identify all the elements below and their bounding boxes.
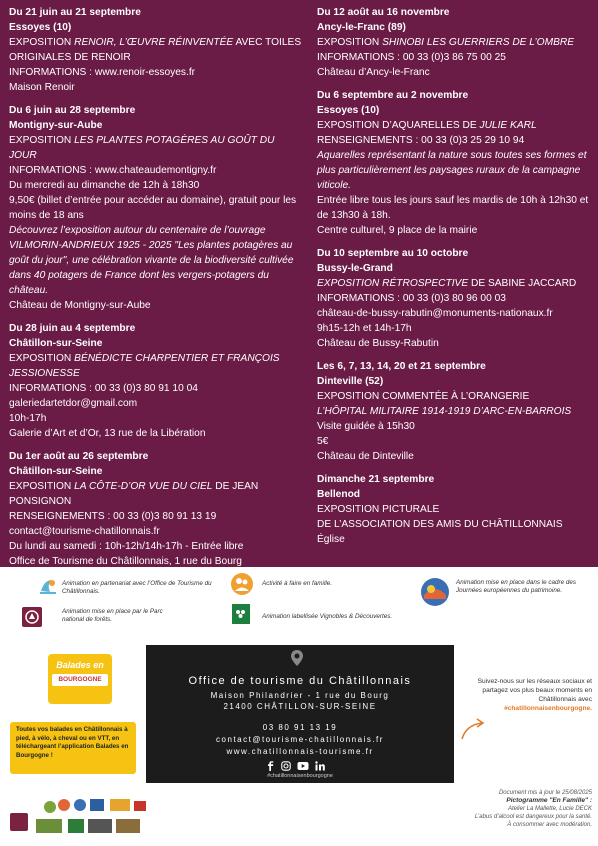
event-detail-text: INFORMATIONS : 00 33 (0)3 80 91 10 04 [9,383,198,394]
event-detail-text: SHINOBI LES GUERRIERS DE L’OMBRE [382,37,575,48]
credits-updated: Document mis à jour le 25/08/2025 [498,790,592,796]
legend-park-text: Animation mise en place par le Parc national de forêts. [62,608,163,623]
event-detail-line [317,306,593,321]
event-detail-text: INFORMATIONS : 00 33 (0)3 80 96 00 03 [317,293,506,304]
event-detail-text: EXPOSITION [9,353,75,364]
event-detail-text: 9h15-12h et 14h-17h [317,323,412,334]
event-detail-line [9,426,305,441]
credits [440,789,592,829]
event-detail-line [317,434,593,449]
vineyard-icon [232,604,250,624]
office-hashtag: #chatillonnaisenbourgogne [267,773,333,779]
event-detail-line [317,50,593,65]
event-item [317,246,593,351]
event-detail-text: Du mercredi au dimanche de 12h à 18h30 [9,180,200,191]
partner-logo-2 [58,799,70,811]
partner-logo-3 [74,799,86,811]
social-callout [460,677,592,713]
event-detail-text: DE L’ASSOCIATION DES AMIS DU CHÂTILLONNAIS [317,519,563,530]
event-detail-text: Entrée libre tous les jours sauf les mardis de 10h à 12h30 et de 13h30 à 18h. [317,195,589,221]
event-place: Essoyes (10) [9,22,72,33]
event-place: Bussy-le-Grand [317,263,393,274]
app-promo-text: Toutes vos balades en Châtillonnais à pied, à vélo, à cheval ou en VTT, en téléchargeant l’application Balades en Bourgogne ! [16,726,129,759]
office-address-line2: 21400 CHÂTILLON-SUR-SEINE [223,702,377,711]
event-detail-line [9,351,305,381]
event-detail-line [9,35,305,65]
event-detail-text: DE SABINE JACCARD [468,278,577,289]
facebook-icon[interactable] [266,761,275,771]
event-detail-line [317,35,593,50]
event-item [317,472,593,547]
app-logo-line2: BOURGOGNE [52,674,108,686]
family-icon [230,572,254,596]
event-date: Du 12 août au 16 novembre [317,7,450,18]
event-detail-text: EXPOSITION COMMENTÉE À L’ORANGERIE [317,391,530,402]
event-detail-text: JULIE KARL [479,120,537,131]
event-detail-text: RENSEIGNEMENTS : 00 33 (0)3 80 91 13 19 [9,511,217,522]
event-detail-text: AVEC TOILES ORIGINALES DE RENOIR [9,37,302,63]
event-detail-line [317,404,593,419]
event-detail-line [317,419,593,434]
app-logo-line1: Balades en [56,660,104,670]
events-column-left [9,5,305,577]
credits-alcohol-2: À consommer avec modération. [507,822,592,828]
event-detail-line [317,502,593,517]
event-item [9,5,305,95]
event-detail-line [317,336,593,351]
event-detail-line [9,65,305,80]
event-detail-text: galeriedartetdor@gmail.com [9,398,138,409]
event-detail-text: INFORMATIONS : 00 33 (0)3 86 75 00 25 [317,52,506,63]
youtube-icon[interactable] [297,761,309,771]
event-item [317,359,593,464]
event-detail-line [317,65,593,80]
event-detail-text: DE JEAN PONSIGNON [9,481,259,507]
partner-logo-1 [44,801,56,813]
event-detail-line [317,449,593,464]
event-item [9,321,305,441]
event-detail-text: Maison Renoir [9,82,75,93]
event-detail-text: Aquarelles représentant la nature sous toutes ses formes et plus particulièrement les paysages ruraux de la campagne viticole. [317,150,587,191]
event-detail-line [317,223,593,238]
heritage-icon [420,577,450,607]
event-date: Du 6 juin au 28 septembre [9,105,136,116]
event-detail-text: 10h-17h [9,413,47,424]
event-detail-line [9,193,305,223]
event-detail-text: RENSEIGNEMENTS : 00 33 (0)3 25 29 10 94 [317,135,525,146]
event-detail-text: 9,50€ (billet d’entrée pour accéder au domaine), gratuit pour les moins de 18 ans [9,195,297,221]
event-detail-line [9,539,305,554]
event-detail-text: RENOIR, L’ŒUVRE RÉINVENTÉE [74,37,234,48]
event-detail-text: EXPOSITION PICTURALE [317,504,440,515]
event-detail-text: LA CÔTE-D’OR VUE DU CIEL [74,481,213,492]
event-detail-line [9,381,305,396]
partner-logo-8 [68,819,84,833]
event-detail-line [9,298,305,313]
event-date: Du 21 juin au 21 septembre [9,7,141,18]
event-detail-text: 5€ [317,436,329,447]
event-detail-line [9,133,305,163]
event-detail-line [317,389,593,404]
partner-logo-4 [90,799,104,811]
event-detail-text: Découvrez l’exposition autour du centenaire de l’ouvrage VILMORIN-ANDRIEUX 1925 - 2025 "Les plantes potagères au goût du jour", une célébration vivante de la biodiversité cultivée dans 40 potagers de France dont les vergers-potagers du château. [9,225,294,296]
event-detail-line [9,163,305,178]
office-email[interactable]: contact@tourisme-chatillonnais.fr [216,735,384,744]
partner-icon [38,577,58,595]
legend-family-text: Activité à faire en famille. [262,580,332,587]
event-detail-line [9,178,305,193]
event-detail-text: BÉNÉDICTE CHARPENTIER ET FRANÇOIS JESSIONESSE [9,353,280,379]
event-detail-line [317,148,593,193]
social-hashtag: #chatillonnaisenbourgogne. [504,705,592,712]
balades-app-logo[interactable] [48,654,112,704]
legend-partner-text: Animation en partenariat avec l’Office de Tourisme du Châtillonnais. [62,580,212,595]
partner-logos [8,789,158,841]
app-promo [10,722,136,774]
linkedin-icon[interactable] [315,761,325,771]
partner-logo-10 [116,819,140,833]
partner-logo-5 [110,799,130,811]
event-detail-line [9,223,305,298]
event-detail-text: contact@tourisme-chatillonnais.fr [9,526,160,537]
event-date: Dimanche 21 septembre [317,474,435,485]
event-place: Châtillon-sur-Seine [9,466,103,477]
event-item [9,103,305,313]
event-detail-text: LES PLANTES POTAGÈRES AU GOÛT DU JOUR [9,135,275,161]
event-detail-line [317,517,593,532]
park-icon [22,607,42,627]
event-detail-text: EXPOSITION D’AQUARELLES DE [317,120,480,131]
office-website[interactable]: www.chatillonnais-tourisme.fr [226,747,374,756]
event-detail-text: Office de Tourisme du Châtillonnais, 1 rue du Bourg [9,556,242,567]
social-text: Suivez-nous sur les réseaux sociaux et partagez vos plus beaux moments en Châtillonnais avec [477,678,592,703]
event-detail-text: L’HÔPITAL MILITAIRE 1914-1919 D’ARC-EN-BARROIS [317,406,572,417]
event-detail-line [317,193,593,223]
event-detail-line [9,524,305,539]
partner-logo-9 [88,819,112,833]
event-detail-text: INFORMATIONS : www.renoir-essoyes.fr [9,67,196,78]
tourist-office-card [146,645,454,783]
event-detail-text: château-de-bussy-rabutin@monuments-nationaux.fr [317,308,553,319]
event-detail-text: Château de Dinteville [317,451,414,462]
partner-logo-7 [36,819,62,833]
credits-picto-author: Atelier La Mallette, Lucie DECK [507,806,592,812]
event-detail-text: EXPOSITION [9,481,75,492]
event-detail-line [317,321,593,336]
event-place: Essoyes (10) [317,105,380,116]
legend-heritage-text: Animation mise en place dans le cadre des Journées européennes du patrimoine. [456,579,577,594]
event-detail-text: Église [317,534,345,545]
event-detail-text: EXPOSITION [317,37,383,48]
event-detail-text: EXPOSITION [9,37,75,48]
credits-picto-title: Pictogramme "En Famille" : [506,797,592,804]
event-detail-line [9,80,305,95]
event-place: Dinteville (52) [317,376,384,387]
event-date: Les 6, 7, 13, 14, 20 et 21 septembre [317,361,486,372]
office-phone[interactable]: 03 80 91 13 19 [262,723,338,732]
legend [0,567,598,637]
event-detail-text: Centre culturel, 9 place de la mairie [317,225,478,236]
event-detail-line [9,509,305,524]
event-detail-text: Château de Bussy-Rabutin [317,338,439,349]
social-icons [264,761,336,771]
credits-alcohol-1: L’abus d’alcool est dangereux pour la santé. [474,814,592,820]
legend-vineyard-text: Animation labellisée Vignobles & Découvertes. [262,613,393,620]
office-name: Office de tourisme du Châtillonnais [188,675,412,687]
event-detail-text: EXPOSITION RÉTROSPECTIVE [317,278,469,289]
event-detail-text: Château de Montigny-sur-Aube [9,300,151,311]
event-detail-line [317,532,593,547]
event-detail-line [317,276,593,291]
event-date: Du 10 septembre au 10 octobre [317,248,469,259]
event-place: Châtillon-sur-Seine [9,338,103,349]
event-place: Ancy-le-Franc (89) [317,22,406,33]
event-item [317,5,593,80]
event-detail-line [317,291,593,306]
event-date: Du 28 juin au 4 septembre [9,323,136,334]
event-detail-text: INFORMATIONS : www.chateaudemontigny.fr [9,165,217,176]
partner-logo-6 [134,801,146,811]
arrow-icon [458,717,488,743]
event-item [9,449,305,569]
event-detail-line [9,411,305,426]
event-date: Du 6 septembre au 2 novembre [317,90,469,101]
event-detail-line [317,118,593,133]
event-detail-text: Château d’Ancy-le-Franc [317,67,430,78]
event-detail-text: Galerie d’Art et d’Or, 13 rue de la Libération [9,428,206,439]
bottom-section [0,637,598,846]
event-detail-text: Du lundi au samedi : 10h-12h/14h-17h - Entrée libre [9,541,244,552]
office-address-line1: Maison Philandrier - 1 rue du Bourg [210,691,390,700]
event-item [317,88,593,238]
event-detail-line [9,396,305,411]
event-date: Du 1er août au 26 septembre [9,451,149,462]
event-place: Montigny-sur-Aube [9,120,103,131]
event-detail-text: EXPOSITION [9,135,75,146]
event-detail-line [317,133,593,148]
event-detail-text: Visite guidée à 15h30 [317,421,415,432]
map-pin-icon [290,649,304,667]
event-detail-line [9,479,305,509]
park-logo [10,813,28,831]
events-column-right [317,5,593,555]
event-place: Bellenod [317,489,361,500]
instagram-icon[interactable] [281,761,291,771]
